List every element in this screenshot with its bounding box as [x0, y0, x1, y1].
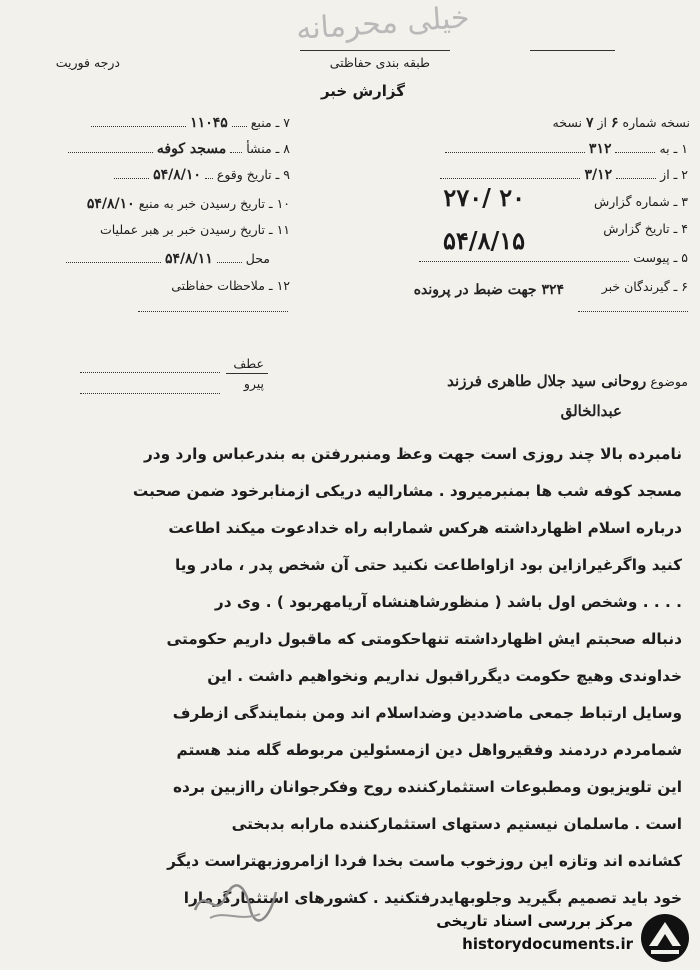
body-line: خود باید تصمیم بگیرید وجلوبهایدرفتکنید . کشورهای استثمارگرمارا	[183, 889, 682, 907]
subject-value-line2: عبدالخالق	[560, 402, 622, 420]
body-line: کنید واگرغیرازاین بود ازاواطاعت نکنید حتی آن شخص پدر ، مادر ویا	[174, 556, 682, 574]
field-report-date-label: ۴ ـ تاریخ گزارش	[603, 221, 688, 236]
field-event-date-dots-2	[114, 177, 149, 179]
field-security-notes	[171, 278, 290, 293]
field-ops-location	[66, 251, 270, 267]
field-origin	[68, 141, 290, 157]
body-line: است . ماسلمان نیستیم دستهای استثمارکننده مارابه بدبختی	[231, 815, 682, 833]
peyro-label: پیرو	[243, 376, 264, 391]
field-attachment	[419, 250, 688, 265]
handwritten-signature	[190, 880, 280, 925]
subject-value: روحانی سید جلال طاهری فرزند	[447, 372, 647, 390]
body-line: شمامردم دردمند وفقیرواهل دین ازمسئولین مربوطه گله مند هستم	[176, 741, 682, 759]
field-event-date-value: ۵۴/۸/۱۰	[153, 167, 201, 183]
subject-label: موضوع	[650, 374, 688, 389]
field-report-date-value: ۵۴/۸/۱۵	[443, 226, 525, 255]
classification-line	[300, 50, 450, 51]
field-to-label: ۱ ـ به	[659, 141, 688, 156]
atf-divider	[226, 373, 268, 374]
copy-label-c: نسخه	[552, 115, 582, 130]
field-ops-received-value: ۵۴/۸/۱۱	[164, 251, 213, 267]
field-recipients-value: ۳۲۴ جهت ضبط در پرونده	[413, 282, 564, 298]
field-ops-location-dots	[217, 261, 242, 263]
atf-dots	[80, 371, 220, 373]
field-source-received-value: ۵۴/۸/۱۰	[86, 196, 135, 212]
body-line: دنباله صحبتم ایش اظهارداشته تنهاحکومتی که ماقبول داریم حکومتی	[166, 630, 682, 648]
field-event-date-dots	[205, 177, 213, 179]
archive-website: historydocuments.ir	[462, 935, 633, 953]
field-event-date-label: ۹ ـ تاریخ وقوع	[216, 167, 290, 182]
field-from-dots	[616, 177, 656, 179]
field-recipients-label: ۶ ـ گیرندگان خبر	[601, 279, 688, 294]
field-source-received-label: ۱۰ ـ تاریخ رسیدن خبر به منبع	[138, 196, 290, 211]
field-origin-label: ۸ ـ منشأ	[246, 141, 290, 156]
field-source-value: ۱۱۰۴۵	[190, 115, 228, 131]
field-from	[440, 167, 688, 183]
field-event-date	[114, 167, 290, 183]
field-report-number	[594, 194, 688, 209]
field-origin-dots-2	[68, 151, 153, 153]
field-from-label: ۲ ـ از	[660, 167, 688, 182]
field-ops-received-label: ۱۱ ـ تاریخ رسیدن خبر بر هبر عملیات	[99, 222, 290, 237]
field-source-dots	[232, 125, 247, 127]
subject-line	[447, 372, 688, 390]
field-left-extra-dots	[578, 310, 688, 312]
field-to-dots-2	[445, 151, 585, 153]
field-source-label: ۷ ـ منبع	[250, 115, 290, 130]
copy-label-b: از	[597, 115, 607, 130]
field-origin-value: مسجد کوفه	[156, 141, 227, 157]
body-line: وسایل ارتباط جمعی ماضددین وضداسلام اند ومن بنمایندگی ازطرف	[172, 704, 682, 722]
field-source-received-date	[87, 196, 290, 212]
body-line: خداوندی وهیچ حکومت دیگرراقبول نداریم ونخواهیم داشت . این	[207, 667, 682, 685]
field-security-notes-label: ۱۲ ـ ملاحظات حفاظتی	[171, 278, 290, 293]
archive-watermark	[405, 910, 695, 965]
copy-number-field	[553, 115, 690, 131]
field-from-value: ۳/۱۲	[584, 167, 613, 183]
body-line: مسجد کوفه شب ها بمنبرمیرود . مشارالیه دریکی ازمنابرخود ضمن صحبت	[132, 482, 682, 500]
field-ops-location-dots-2	[66, 261, 161, 263]
copy-number: ۶	[611, 115, 619, 131]
archive-logo-icon	[639, 912, 691, 964]
field-ops-received-date	[100, 222, 290, 237]
body-line: . . . . وشخص اول باشد ( منظورشاهنشاه آریامهربود ) . وی در	[214, 593, 682, 611]
field-report-date	[603, 221, 688, 236]
field-to-dots	[615, 151, 655, 153]
field-report-number-value: ۲۷۰/ ۲۰	[443, 183, 525, 212]
copy-total: ۷	[585, 115, 594, 131]
field-report-number-label: ۳ ـ شماره گزارش	[593, 194, 688, 209]
field-attachment-label: ۵ ـ پیوست	[633, 250, 688, 265]
field-to-value: ۳۱۲	[588, 141, 612, 157]
body-line: کشانده اند وتازه این روزخوب ماست بخدا فردا ازامروزبهتراست دیگر	[167, 852, 682, 870]
atf-label: عطف	[233, 356, 264, 371]
page-title: گزارش خبر	[320, 82, 405, 100]
priority-line	[530, 50, 615, 51]
field-from-dots-2	[440, 177, 580, 179]
copy-label-a: نسخه شماره	[622, 115, 690, 130]
field-source-dots-2	[91, 125, 186, 127]
field-ops-location-label: محل	[245, 251, 270, 266]
field-attachment-dots	[419, 260, 629, 262]
field-recipients	[602, 279, 688, 294]
classification-label: طبقه بندی حفاظتی	[329, 55, 430, 70]
field-security-notes-dots	[138, 310, 288, 312]
archive-name: مرکز بررسی اسناد تاریخی	[436, 912, 633, 930]
peyro-dots	[80, 392, 220, 394]
body-line: درباره اسلام اظهارداشته هرکس شمارابه راه خدادعوت میکند اطاعت	[168, 519, 682, 537]
classification-stamp: خیلی محرمانه	[295, 0, 472, 48]
field-source	[91, 115, 290, 131]
body-line: نامبرده بالا چند روزی است جهت وعظ ومنبررفتن به بندرعباس وارد ودر	[143, 445, 682, 463]
field-to	[445, 141, 688, 157]
priority-label: درجه فوریت	[55, 55, 120, 70]
field-origin-dots	[230, 151, 242, 153]
body-line: این تلویزیون ومطبوعات استثمارکننده روح وفکرجوانان راازبین برده	[172, 778, 682, 796]
